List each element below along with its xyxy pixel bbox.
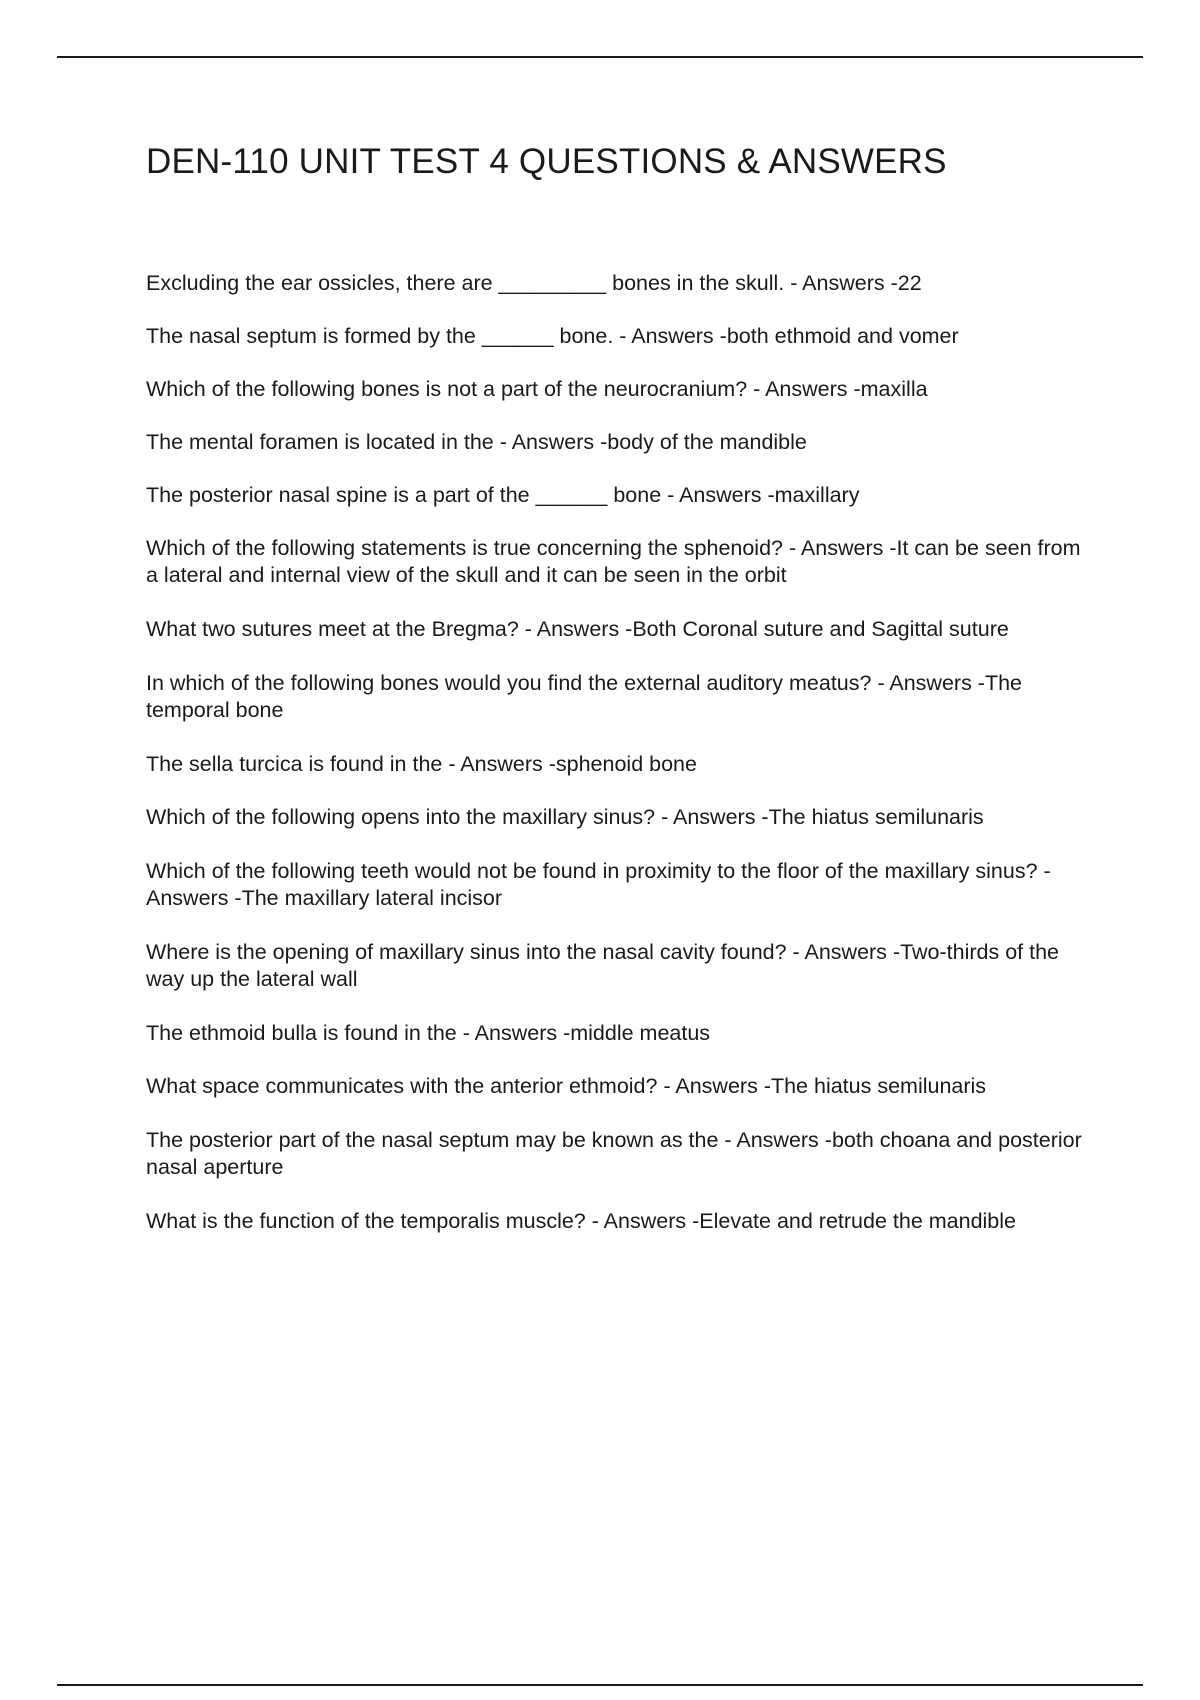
qa-item: The sella turcica is found in the - Answers -sphenoid bone <box>146 752 697 776</box>
page-title: DEN-110 UNIT TEST 4 QUESTIONS & ANSWERS <box>146 142 947 181</box>
qa-item: What two sutures meet at the Bregma? - Answers -Both Coronal suture and Sagittal suture <box>146 617 1009 641</box>
top-rule <box>57 56 1143 58</box>
qa-item: Which of the following teeth would not be found in proximity to the floor of the maxillary sinus? - Answers -The maxillary lateral incisor <box>146 859 1051 910</box>
qa-item: What is the function of the temporalis muscle? - Answers -Elevate and retrude the mandible <box>146 1209 1016 1233</box>
qa-item: The posterior nasal spine is a part of the ______ bone - Answers -maxillary <box>146 483 860 507</box>
qa-item: Which of the following statements is true concerning the sphenoid? - Answers -It can be seen from a lateral and internal view of the skull and it can be seen in the orbit <box>146 536 1081 587</box>
qa-item: Which of the following bones is not a part of the neurocranium? - Answers -maxilla <box>146 377 928 401</box>
qa-item: Which of the following opens into the maxillary sinus? - Answers -The hiatus semilunaris <box>146 805 984 829</box>
qa-item: The mental foramen is located in the - Answers -body of the mandible <box>146 430 807 454</box>
qa-item: Where is the opening of maxillary sinus into the nasal cavity found? - Answers -Two-thirds of the way up the lateral wall <box>146 940 1059 991</box>
qa-item: The nasal septum is formed by the ______ bone. - Answers -both ethmoid and vomer <box>146 324 959 348</box>
qa-item: The ethmoid bulla is found in the - Answers -middle meatus <box>146 1021 711 1045</box>
qa-item: Excluding the ear ossicles, there are _________ bones in the skull. - Answers -22 <box>146 271 922 295</box>
question-answer-list <box>146 270 1092 1262</box>
qa-item: What space communicates with the anterior ethmoid? - Answers -The hiatus semilunaris <box>146 1074 987 1098</box>
qa-item: In which of the following bones would you find the external auditory meatus? - Answers -The temporal bone <box>146 671 1023 722</box>
bottom-rule <box>57 1684 1143 1686</box>
qa-item: The posterior part of the nasal septum may be known as the - Answers -both choana and posterior nasal aperture <box>146 1128 1082 1179</box>
